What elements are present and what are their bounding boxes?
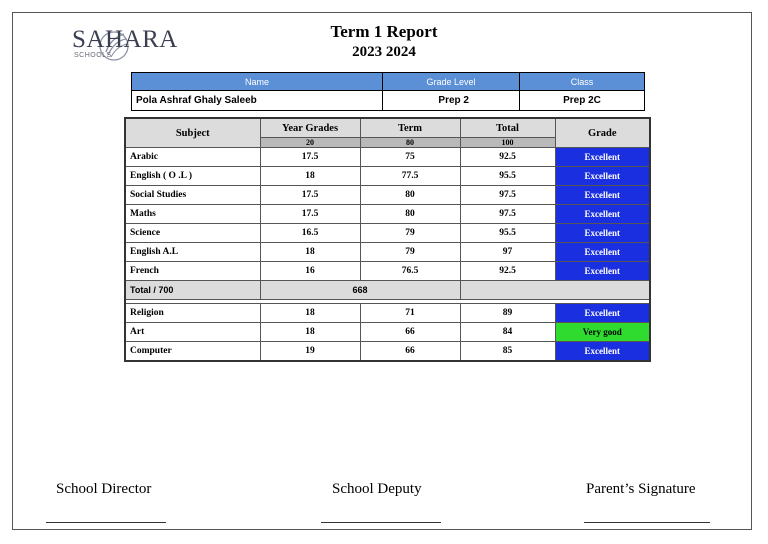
- year-grade: 16: [260, 262, 360, 281]
- grade-badge: Excellent: [555, 342, 650, 362]
- total-grade: 95.5: [460, 224, 555, 243]
- total-grade: 92.5: [460, 148, 555, 167]
- subject-row: [125, 304, 650, 323]
- signature-director: School Director: [56, 481, 152, 497]
- max-total: 100: [460, 138, 555, 148]
- term-grade: 66: [360, 323, 460, 342]
- subject-row: [125, 148, 650, 167]
- grade-badge: Excellent: [555, 186, 650, 205]
- subject-row: [125, 205, 650, 224]
- year-grade: 18: [260, 304, 360, 323]
- year-grade: 18: [260, 323, 360, 342]
- max-term: 80: [360, 138, 460, 148]
- year-grade: 17.5: [260, 148, 360, 167]
- term-grade: 79: [360, 224, 460, 243]
- total-grade: 97.5: [460, 205, 555, 224]
- subject-row: [125, 224, 650, 243]
- year-grade: 19: [260, 342, 360, 362]
- subject-name: Maths: [125, 205, 260, 224]
- subject-row: [125, 323, 650, 342]
- total-row: [125, 281, 650, 300]
- grade-badge: Excellent: [555, 224, 650, 243]
- subject-row: [125, 342, 650, 362]
- term-grade: 80: [360, 186, 460, 205]
- year-grade: 18: [260, 167, 360, 186]
- total-grade: 92.5: [460, 262, 555, 281]
- signature-line-parent: [584, 522, 710, 523]
- total-grade: 95.5: [460, 167, 555, 186]
- student-info-table: [131, 72, 645, 111]
- grade-badge: Excellent: [555, 148, 650, 167]
- signature-line-director: [46, 522, 166, 523]
- student-class: Prep 2C: [520, 91, 645, 111]
- logo-subtitle: SCHOOLS: [74, 52, 112, 59]
- grade-badge: Excellent: [555, 243, 650, 262]
- student-grade-level: Prep 2: [383, 91, 520, 111]
- header-subject: Subject: [125, 118, 260, 148]
- subject-row: [125, 167, 650, 186]
- header-name: Name: [132, 73, 383, 91]
- year-grade: 17.5: [260, 205, 360, 224]
- grade-badge: Very good: [555, 323, 650, 342]
- student-name: Pola Ashraf Ghaly Saleeb: [132, 91, 383, 111]
- header-grade: Grade: [555, 118, 650, 148]
- signature-deputy: School Deputy: [332, 481, 422, 497]
- grade-badge: Excellent: [555, 167, 650, 186]
- report-title: Term 1 Report: [330, 22, 438, 41]
- term-grade: 80: [360, 205, 460, 224]
- signature-line-deputy: [321, 522, 441, 523]
- subject-name: Computer: [125, 342, 260, 362]
- total-grade: 89: [460, 304, 555, 323]
- subject-name: Science: [125, 224, 260, 243]
- max-year: 20: [260, 138, 360, 148]
- term-grade: 75: [360, 148, 460, 167]
- subject-row: [125, 243, 650, 262]
- total-grade: 85: [460, 342, 555, 362]
- signature-parent: Parent’s Signature: [586, 481, 696, 497]
- subject-name: French: [125, 262, 260, 281]
- term-grade: 71: [360, 304, 460, 323]
- year-grade: 17.5: [260, 186, 360, 205]
- total-grade: 97.5: [460, 186, 555, 205]
- term-grade: 76.5: [360, 262, 460, 281]
- total-grade: 97: [460, 243, 555, 262]
- subject-name: Social Studies: [125, 186, 260, 205]
- total-blank: [460, 281, 650, 300]
- year-grade: 16.5: [260, 224, 360, 243]
- total-label: Total / 700: [125, 281, 260, 300]
- subject-name: Arabic: [125, 148, 260, 167]
- term-grade: 66: [360, 342, 460, 362]
- grade-badge: Excellent: [555, 262, 650, 281]
- subject-name: Art: [125, 323, 260, 342]
- grade-badge: Excellent: [555, 304, 650, 323]
- report-year: 2023 2024: [352, 44, 416, 60]
- subject-name: English ( O .L ): [125, 167, 260, 186]
- header-term: Term: [360, 118, 460, 138]
- header-total: Total: [460, 118, 555, 138]
- term-grade: 77.5: [360, 167, 460, 186]
- subject-name: English A.L: [125, 243, 260, 262]
- total-value: 668: [260, 281, 460, 300]
- grades-table: [124, 117, 651, 362]
- header-class: Class: [520, 73, 645, 91]
- subject-name: Religion: [125, 304, 260, 323]
- total-grade: 84: [460, 323, 555, 342]
- header-grade-level: Grade Level: [383, 73, 520, 91]
- term-grade: 79: [360, 243, 460, 262]
- logo-name: SAHARA: [72, 26, 178, 53]
- subject-row: [125, 262, 650, 281]
- subject-row: [125, 186, 650, 205]
- header-year-grades: Year Grades: [260, 118, 360, 138]
- year-grade: 18: [260, 243, 360, 262]
- grade-badge: Excellent: [555, 205, 650, 224]
